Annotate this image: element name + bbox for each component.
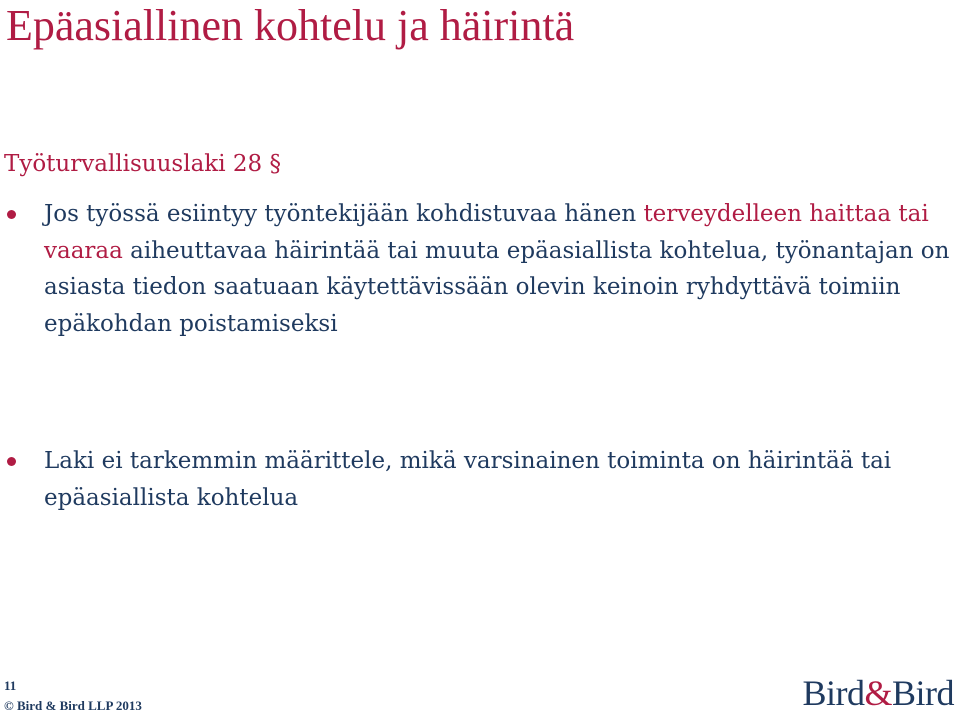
copyright-notice: © Bird & Bird LLP 2013 [4, 698, 142, 713]
bullet-1-highlight: terveydelleen haittaa tai vaaraa [44, 201, 929, 264]
logo-ampersand: & [864, 673, 892, 713]
logo-word-1: Bird [802, 673, 865, 713]
page-number: 11 [4, 678, 17, 693]
bullet-1-text-after: aiheuttavaa häirintää tai muuta epäasiallista kohtelua, työnantajan on asiasta tiedon saatuaan käytettävissään olevin keinoin ryhdyttävä toimiin epäkohdan poistamiseksi [44, 237, 950, 337]
bullet-2-text: Laki ei tarkemmin määrittele, mikä varsinainen toiminta on häirintää tai epäasiallista kohtelua [44, 448, 892, 511]
bullet-dot-icon [7, 210, 16, 219]
bird-and-bird-logo [802, 672, 954, 714]
bullet-item-2 [44, 443, 950, 516]
slide-title: Epäasiallinen kohtelu ja häirintä [6, 1, 575, 50]
bullet-item-1 [44, 196, 950, 342]
logo-word-2: Bird [891, 673, 954, 713]
section-heading: Työturvallisuuslaki 28 § [4, 151, 281, 177]
bullet-dot-icon [7, 457, 16, 466]
bullet-1-text-before: Jos työssä esiintyy työntekijään kohdistuvaa hänen [44, 201, 644, 227]
